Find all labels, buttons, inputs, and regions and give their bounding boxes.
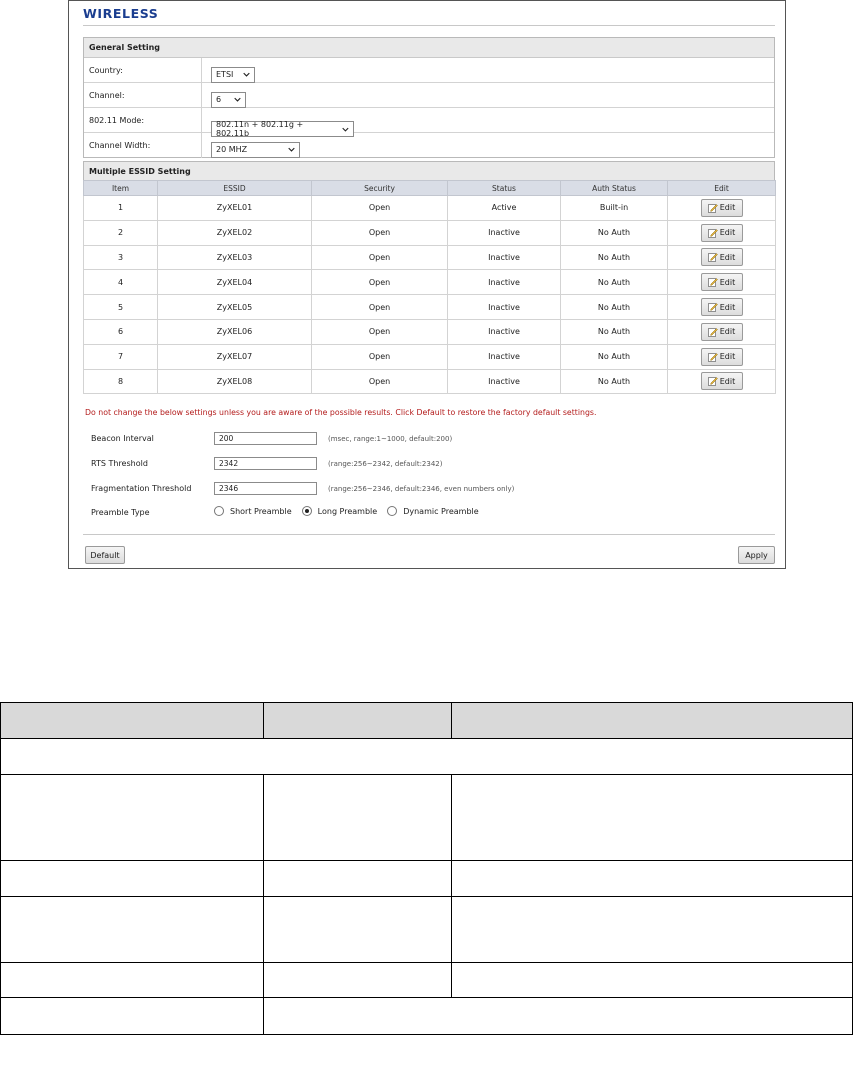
edit-icon <box>708 327 718 337</box>
row-status: Inactive <box>448 319 561 344</box>
row-status: Active <box>448 196 561 221</box>
table-row <box>84 369 776 394</box>
long-preamble-radio[interactable] <box>302 506 312 516</box>
row-essid: ZyXEL04 <box>158 270 312 295</box>
document-cell <box>1 897 264 963</box>
document-table-row <box>1 775 853 861</box>
row-security: Open <box>312 196 448 221</box>
document-cell <box>1 739 853 775</box>
table-row <box>84 319 776 344</box>
edit-button-label: Edit <box>719 252 736 262</box>
column-header-essid: ESSID <box>158 181 312 196</box>
edit-icon <box>708 228 718 238</box>
rts-threshold-label: RTS Threshold <box>91 459 148 468</box>
edit-button-label: Edit <box>719 277 736 287</box>
preamble-radio-group <box>214 506 489 516</box>
row-item: 2 <box>84 220 158 245</box>
row-item: 4 <box>84 270 158 295</box>
row-edit-cell <box>668 270 776 295</box>
channel-width-value: 20 MHZ <box>216 145 248 154</box>
country-select[interactable] <box>211 67 255 83</box>
row-essid: ZyXEL07 <box>158 344 312 369</box>
general-setting-section <box>83 37 775 158</box>
row-security: Open <box>312 245 448 270</box>
document-table-row <box>1 963 853 998</box>
dynamic-preamble-radio[interactable] <box>387 506 397 516</box>
row-auth-status: No Auth <box>561 270 668 295</box>
document-cell <box>263 861 452 897</box>
row-essid: ZyXEL02 <box>158 220 312 245</box>
row-auth-status: No Auth <box>561 344 668 369</box>
channel-width-select[interactable] <box>211 142 300 158</box>
mode-label: 802.11 Mode: <box>84 108 202 132</box>
row-auth-status: No Auth <box>561 319 668 344</box>
document-cell <box>452 963 853 998</box>
row-edit-cell <box>668 245 776 270</box>
edit-button[interactable] <box>701 298 743 316</box>
edit-icon <box>708 352 718 362</box>
channel-select[interactable] <box>211 92 246 108</box>
beacon-interval-hint: (msec, range:1~1000, default:200) <box>328 435 453 443</box>
table-row <box>84 220 776 245</box>
row-edit-cell <box>668 319 776 344</box>
table-row <box>84 245 776 270</box>
row-auth-status: No Auth <box>561 245 668 270</box>
edit-button[interactable] <box>701 199 743 217</box>
column-header-item: Item <box>84 181 158 196</box>
beacon-interval-label: Beacon Interval <box>91 434 154 443</box>
document-table-header <box>1 703 853 739</box>
document-cell <box>1 963 264 998</box>
chevron-down-icon <box>288 146 295 153</box>
column-header-edit: Edit <box>668 181 776 196</box>
default-button[interactable]: Default <box>85 546 125 564</box>
row-essid: ZyXEL01 <box>158 196 312 221</box>
edit-button-label: Edit <box>719 228 736 238</box>
document-cell <box>1 998 264 1035</box>
wireless-settings-panel <box>68 0 786 569</box>
preamble-type-label: Preamble Type <box>91 508 150 517</box>
row-status: Inactive <box>448 295 561 320</box>
row-item: 8 <box>84 369 158 394</box>
title-divider <box>83 25 775 26</box>
document-cell <box>1 861 264 897</box>
row-status: Inactive <box>448 270 561 295</box>
chevron-down-icon <box>243 71 250 78</box>
edit-icon <box>708 277 718 287</box>
edit-button-label: Edit <box>719 376 736 386</box>
fragmentation-threshold-label: Fragmentation Threshold <box>91 484 192 493</box>
document-header-cell <box>1 703 264 739</box>
row-security: Open <box>312 319 448 344</box>
table-row <box>84 295 776 320</box>
page-title: WIRELESS <box>83 6 159 21</box>
row-security: Open <box>312 344 448 369</box>
row-status: Inactive <box>448 344 561 369</box>
edit-button-label: Edit <box>719 352 736 362</box>
edit-button[interactable] <box>701 323 743 341</box>
fragmentation-threshold-input[interactable]: 2346 <box>214 482 317 495</box>
document-cell <box>452 775 853 861</box>
document-header-cell <box>263 703 452 739</box>
row-status: Inactive <box>448 245 561 270</box>
edit-button-label: Edit <box>719 327 736 337</box>
document-table <box>0 702 853 1035</box>
row-essid: ZyXEL05 <box>158 295 312 320</box>
row-edit-cell <box>668 196 776 221</box>
bottom-divider <box>83 534 775 535</box>
document-cell <box>263 963 452 998</box>
column-header-status: Status <box>448 181 561 196</box>
row-auth-status: No Auth <box>561 220 668 245</box>
short-preamble-radio[interactable] <box>214 506 224 516</box>
document-cell <box>263 897 452 963</box>
channel-width-row <box>84 133 774 158</box>
edit-icon <box>708 302 718 312</box>
document-cell <box>452 861 853 897</box>
row-security: Open <box>312 369 448 394</box>
edit-icon <box>708 252 718 262</box>
essid-table <box>83 180 776 394</box>
chevron-down-icon <box>342 126 349 133</box>
row-security: Open <box>312 220 448 245</box>
country-label: Country: <box>84 58 202 82</box>
row-security: Open <box>312 270 448 295</box>
channel-label: Channel: <box>84 83 202 107</box>
essid-setting-heading: Multiple ESSID Setting <box>83 161 775 180</box>
document-table-row <box>1 861 853 897</box>
row-edit-cell <box>668 295 776 320</box>
row-edit-cell <box>668 369 776 394</box>
row-edit-cell <box>668 344 776 369</box>
edit-icon <box>708 203 718 213</box>
dynamic-preamble-label: Dynamic Preamble <box>403 506 479 516</box>
edit-icon <box>708 376 718 386</box>
table-row <box>84 196 776 221</box>
country-value: ETSI <box>216 70 234 79</box>
table-row <box>84 344 776 369</box>
row-item: 5 <box>84 295 158 320</box>
column-header-auth-status: Auth Status <box>561 181 668 196</box>
essid-table-header <box>84 181 776 196</box>
row-security: Open <box>312 295 448 320</box>
row-essid: ZyXEL03 <box>158 245 312 270</box>
row-auth-status: No Auth <box>561 295 668 320</box>
edit-button[interactable] <box>701 248 743 266</box>
channel-width-label: Channel Width: <box>84 133 202 158</box>
row-essid: ZyXEL08 <box>158 369 312 394</box>
document-table-row <box>1 998 853 1035</box>
channel-row <box>84 83 774 108</box>
column-header-security: Security <box>312 181 448 196</box>
row-status: Inactive <box>448 369 561 394</box>
document-cell <box>1 775 264 861</box>
edit-button[interactable] <box>701 372 743 390</box>
table-row <box>84 270 776 295</box>
warning-text: Do not change the below settings unless you are aware of the possible results. Click Default to restore the factory default settings. <box>85 408 597 417</box>
row-auth-status: No Auth <box>561 369 668 394</box>
fragmentation-threshold-hint: (range:256~2346, default:2346, even numbers only) <box>328 485 515 493</box>
essid-setting-section <box>83 161 775 402</box>
edit-button-label: Edit <box>719 302 736 312</box>
row-essid: ZyXEL06 <box>158 319 312 344</box>
row-auth-status: Built-in <box>561 196 668 221</box>
rts-threshold-input[interactable]: 2342 <box>214 457 317 470</box>
mode-value: 802.11n + 802.11g + 802.11b <box>216 120 304 138</box>
row-item: 7 <box>84 344 158 369</box>
short-preamble-label: Short Preamble <box>230 506 292 516</box>
chevron-down-icon <box>234 96 241 103</box>
row-edit-cell <box>668 220 776 245</box>
edit-button[interactable] <box>701 224 743 242</box>
country-row <box>84 58 774 83</box>
document-cell <box>263 998 852 1035</box>
long-preamble-label: Long Preamble <box>317 506 378 516</box>
apply-button[interactable]: Apply <box>738 546 775 564</box>
mode-row <box>84 108 774 138</box>
beacon-interval-input[interactable]: 200 <box>214 432 317 445</box>
channel-value: 6 <box>216 95 222 104</box>
document-cell <box>263 775 452 861</box>
row-item: 1 <box>84 196 158 221</box>
edit-button[interactable] <box>701 348 743 366</box>
row-item: 6 <box>84 319 158 344</box>
document-cell <box>452 897 853 963</box>
row-item: 3 <box>84 245 158 270</box>
row-status: Inactive <box>448 220 561 245</box>
document-header-cell <box>452 703 853 739</box>
rts-threshold-hint: (range:256~2342, default:2342) <box>328 460 443 468</box>
edit-button[interactable] <box>701 273 743 291</box>
general-setting-heading: General Setting <box>84 38 774 58</box>
document-table-row <box>1 739 853 775</box>
edit-button-label: Edit <box>719 203 736 213</box>
document-table-row <box>1 897 853 963</box>
